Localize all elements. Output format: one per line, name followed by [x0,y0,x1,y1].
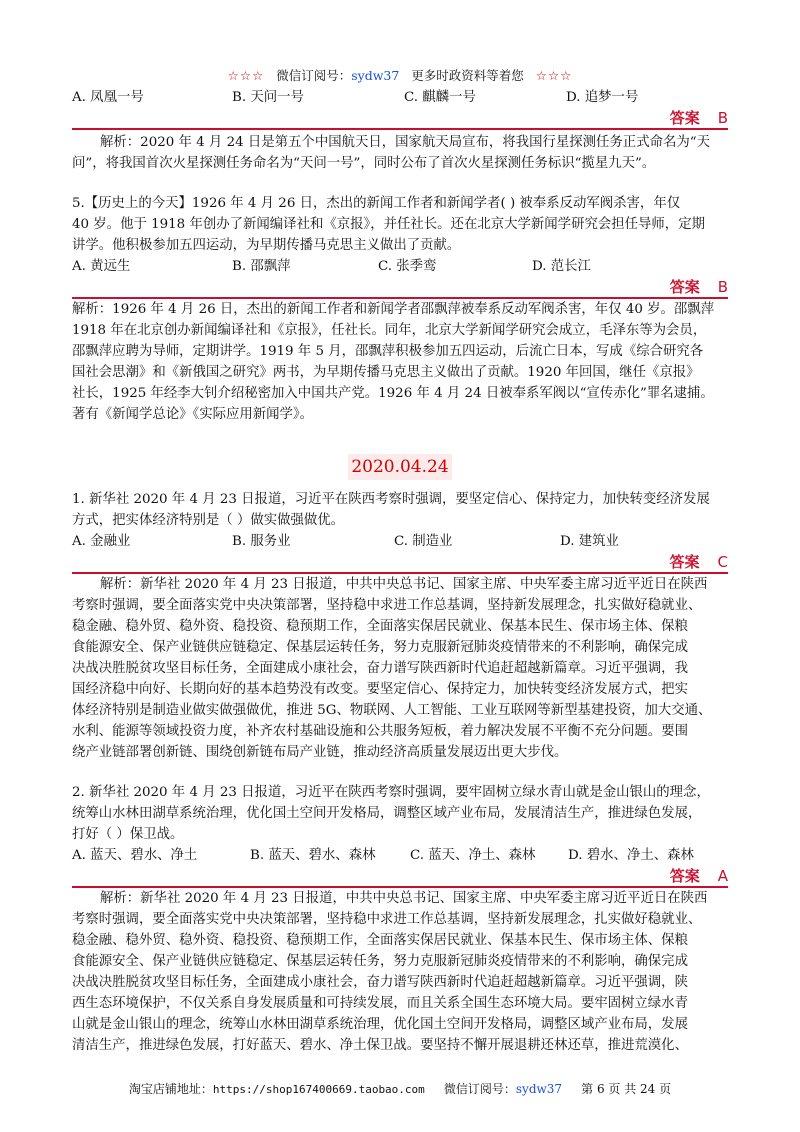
footer-shop-label: 淘宝店铺地址： [128,1082,213,1096]
footer-sub-account: sydw37 [515,1082,563,1096]
header-slogan: 更多时政资料等着您 [411,68,524,83]
q1-stem-line: 1. 新华社 2020 年 4 月 23 日报道，习近平在陕西考察时强调，要坚定信心、保持定力，加快转变经济发展 [72,492,710,507]
q4-analysis-line: 解析：2020 年 4 月 24 日是第五个中国航天日，国家航天局宣布，将我国行星探测任务正式命名为“天 [100,135,710,150]
q1-answer [600,551,728,572]
q5-analysis-line: 国社会思潮》和《新俄国之研究》两书，为早期传播马克思主义做出了贡献。1920 年回国，继任《京报》 [72,365,700,380]
q1-option-d: D. 建筑业 [560,534,619,549]
q1-option-b: B. 服务业 [232,534,291,549]
q5-option-b: B. 邵飘萍 [232,259,291,274]
q4-answer-rule [72,128,728,130]
q2-option-a: A. 蓝天、碧水、净土 [72,848,198,863]
q5-analysis-line: 解析：1926 年 4 月 26 日，杰出的新闻工作者和新闻学者邵飘萍被奉系反动军阀杀害，年仅 40 岁。邵飘萍 [72,302,715,317]
footer-shop-url: https://shop167400669.taobao.com [212,1083,425,1096]
q1-analysis-line: 考察时强调，要全面落实党中央决策部署，坚持稳中求进工作总基调，坚持新发展理念，扎实做好稳就业、 [72,598,702,613]
q1-analysis-line: 解析：新华社 2020 年 4 月 23 日报道，中共中央总书记、国家主席、中央军委主席习近平近日在陕西 [100,577,708,592]
q5-answer-letter: B [717,278,728,296]
q2-analysis-line: 稳金融、稳外贸、稳外资、稳投资、稳预期工作，全面落实保居民就业、保基本民生、保市场主体、保粮 [72,933,688,948]
q1-analysis-line: 食能源安全、保产业链供应链稳定、保基层运转任务，努力克服新冠肺炎疫情带来的不利影响，确保完成 [72,640,688,655]
header-stars-left: ☆☆☆ [227,68,265,83]
q4-analysis-line: 问”，将我国首次火星探测任务命名为“天问一号”，同时公布了首次火星探测任务标识“揽星九天”。 [72,156,656,171]
header-account: sydw37 [351,68,400,83]
q2-option-b: B. 蓝天、碧水、森林 [250,848,376,863]
q4-answer-label: 答案 [669,109,700,127]
q1-option-a: A. 金融业 [72,534,131,549]
q5-option-c: C. 张季鸾 [378,259,437,274]
q2-analysis-line: 清洁生产，推进绿色发展，打好蓝天、碧水、净土保卫战。要坚持不懈开展退耕还林还草，推进荒漠化、 [72,1038,688,1053]
q2-option-d: D. 碧水、净土、森林 [568,848,694,863]
q5-analysis-line: 邵飘萍应聘为导师，定期讲学。1919 年 5 月，邵飘萍积极参加五四运动，后流亡日本，写成《综合研究各 [72,344,704,359]
q2-option-c: C. 蓝天、净土、森林 [410,848,536,863]
q4-answer-letter: B [717,109,728,127]
q1-analysis-line: 体经济特别是制造业做实做强做优，推进 5G、物联网、人工智能、工业互联网等新型基建投资，加大交通、 [72,703,712,718]
footer-sub-label: 微信订阅号： [443,1082,516,1096]
q5-analysis-line: 社长，1925 年经李大钊介绍秘密加入中国共产党。1926 年 4 月 24 日被奉系军阀以“宣传赤化”罪名逮捕。 [72,386,714,401]
q5-analysis-line: 著有《新闻学总论》《实际应用新闻学》。 [72,407,314,422]
q1-analysis-line: 稳金融、稳外贸、稳外资、稳投资、稳预期工作，全面落实保居民就业、保基本民生、保市场主体、保粮 [72,619,688,634]
q2-analysis-line: 解析：新华社 2020 年 4 月 23 日报道，中共中央总书记、国家主席、中央军委主席习近平近日在陕西 [100,891,708,906]
q2-analysis-line: 食能源安全、保产业链供应链稳定、保基层运转任务，努力克服新冠肺炎疫情带来的不利影响，确保完成 [72,954,688,969]
q2-stem-line: 2. 新华社 2020 年 4 月 23 日报道，习近平在陕西考察时强调，要牢固树立绿水青山就是金山银山的理念， [72,785,710,800]
q4-option-d: D. 追梦一号 [566,90,639,105]
q5-answer [600,276,728,297]
q5-analysis-line: 1918 年在北京创办新闻编译社和《京报》，任社长。同年，北京大学新闻学研究会成立，毛泽东等为会员， [72,323,707,338]
q1-option-c: C. 制造业 [394,534,453,549]
q4-option-c: C. 麒麟一号 [404,90,476,105]
q1-analysis-line: 绕产业链部署创新链、围绕创新链布局产业链，推动经济高质量发展迈出更大步伐。 [72,745,568,760]
q4-option-b: B. 天问一号 [232,90,304,105]
q2-answer [600,865,728,886]
q1-stem-line: 方式，把实体经济特别是（ ）做实做强做优。 [72,513,345,528]
q5-stem-line: 40 岁。他于 1918 年创办了新闻编译社和《京报》，并任社长。还在北京大学新闻学研究会担任导师，定期 [72,217,705,232]
header-stars-right: ☆☆☆ [535,68,573,83]
q4-answer [600,107,728,128]
q2-stem-line: 打好（ ）保卫战。 [72,827,184,842]
q5-option-a: A. 黄远生 [72,259,131,274]
header-label: 微信订阅号： [276,68,352,83]
page-footer [0,1080,800,1097]
q5-stem-line: 讲学。他积极参加五四运动，为早期传播马克思主义做出了贡献。 [72,238,461,253]
q2-analysis-line: 山就是金山银山的理念，统筹山水林田湖草系统治理，优化国土空间开发格局，调整区域产业布局，发展 [72,1017,688,1032]
q5-stem-line: 5.【历史上的今天】1926 年 4 月 26 日，杰出的新闻工作者和新闻学者( ) 被奉系反动军阀杀害，年仅 [72,196,681,211]
q1-analysis-line: 决战决胜脱贫攻坚目标任务，全面建成小康社会，奋力谱写陕西新时代追赶超越新篇章。习近平强调，我 [72,661,688,676]
date-heading: 2020.04.24 [348,454,452,480]
q2-answer-label: 答案 [669,867,700,885]
q1-analysis-line: 国经济稳中向好、长期向好的基本趋势没有改变。要坚定信心、保持定力，加快转变经济发展方式，把实 [72,682,688,697]
q2-analysis-line: 西生态环境保护，不仅关系自身发展质量和可持续发展，而且关系全国生态环境大局。要牢固树立绿水青 [72,996,688,1011]
q2-answer-letter: A [717,867,728,885]
q2-analysis-line: 考察时强调，要全面落实党中央决策部署，坚持稳中求进工作总基调，坚持新发展理念，扎实做好稳就业、 [72,912,702,927]
page-header [0,66,800,84]
q5-answer-label: 答案 [669,278,700,296]
q1-answer-label: 答案 [669,553,700,571]
q5-option-d: D. 范长江 [532,259,591,274]
q1-analysis-line: 水利、能源等领域投资力度，补齐农村基础设施和公共服务短板，着力解决发展不平衡不充分问题。要围 [72,724,688,739]
q2-analysis-line: 决战决胜脱贫攻坚目标任务，全面建成小康社会，奋力谱写陕西新时代追赶超越新篇章。习近平强调，陕 [72,975,688,990]
q4-option-a: A. 凤凰一号 [72,90,144,105]
q2-stem-line: 统筹山水林田湖草系统治理，优化国土空间开发格局，调整区域产业布局，发展清洁生产，推进绿色发展， [72,806,702,821]
footer-page-info: 第 6 页 共 24 页 [581,1082,672,1096]
q1-answer-letter: C [717,553,728,571]
